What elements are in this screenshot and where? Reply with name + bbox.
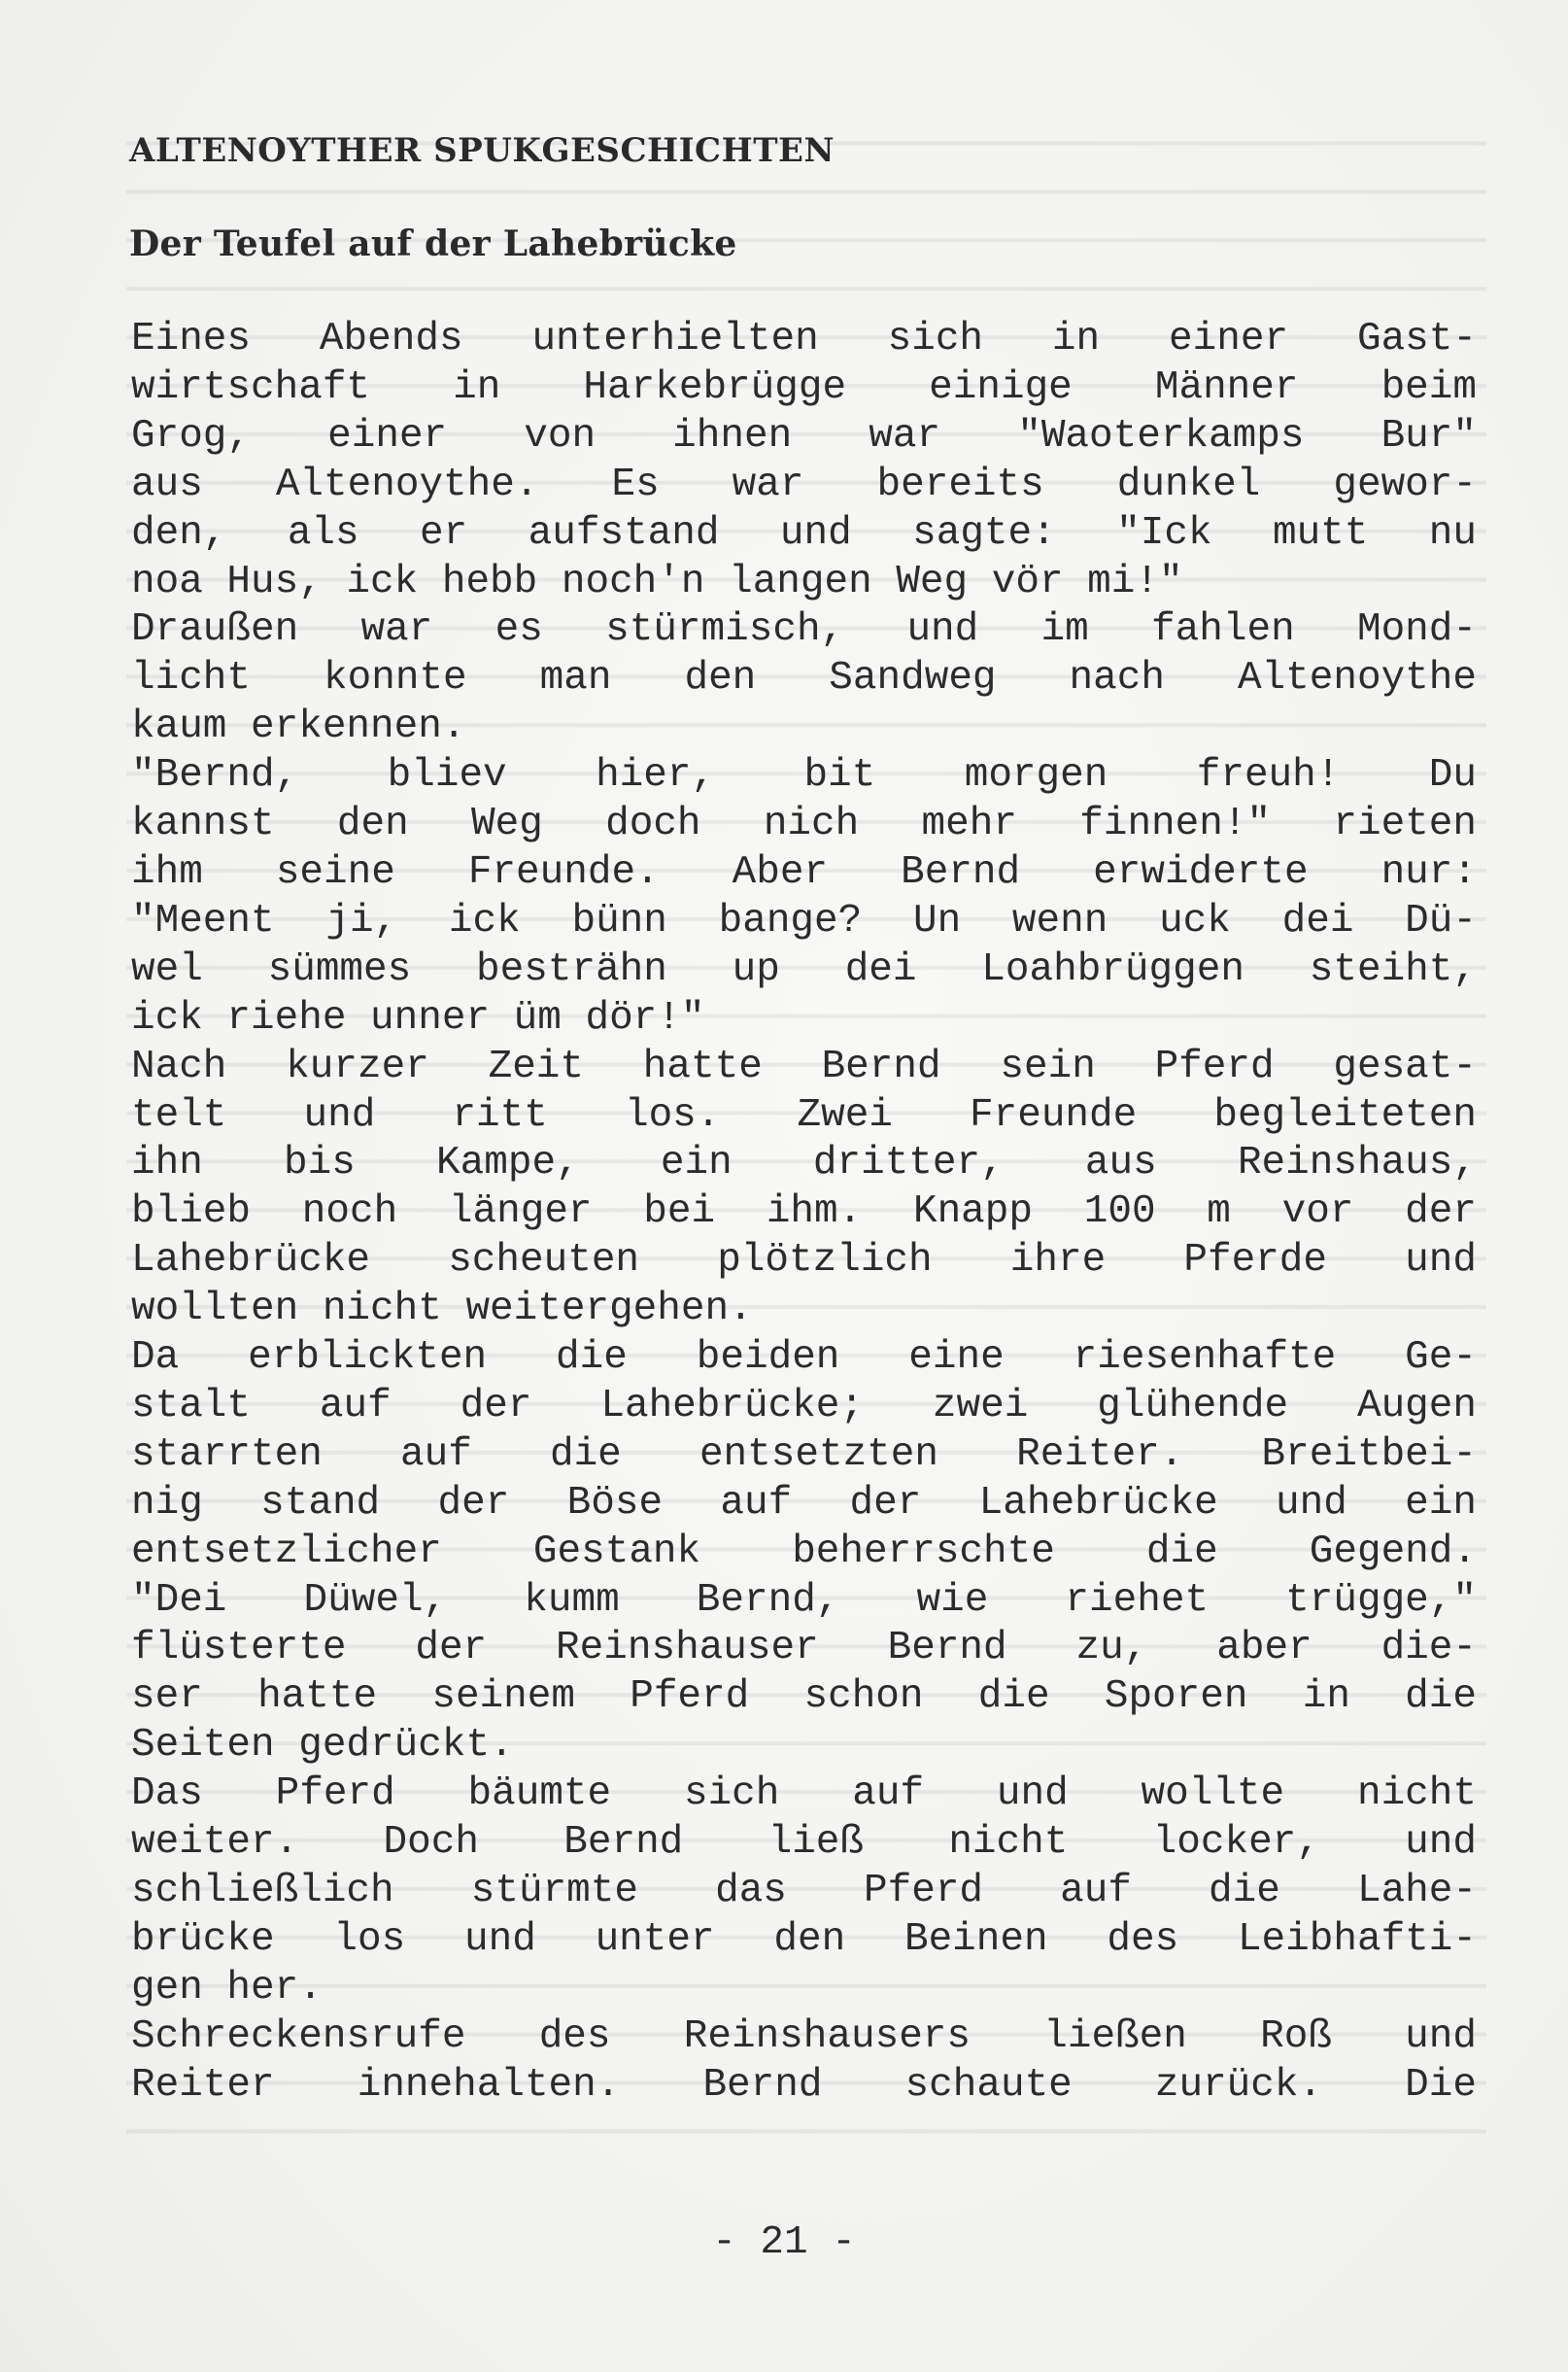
text-line: Eines Abends unterhielten sich in einer Gast-: [131, 317, 1477, 361]
text-line: ihn bis Kampe, ein dritter, aus Reinshaus,: [131, 1141, 1477, 1186]
text-line: Schreckensrufe des Reinshausers ließen Roß und: [131, 2013, 1477, 2059]
text-line: Da erblickten die beiden eine riesenhafte Ge-: [131, 1335, 1477, 1381]
text-line: schließlich stürmte das Pferd auf die Lahe-: [131, 1869, 1477, 1913]
text-line: Das Pferd bäumte sich auf und wollte nicht: [131, 1771, 1477, 1817]
text-line: ick riehe unner üm dör!": [131, 995, 705, 1041]
text-line: ihm seine Freunde. Aber Bernd erwiderte nur:: [131, 849, 1477, 895]
text-line: weiter. Doch Bernd ließ nicht locker, und: [131, 1820, 1477, 1866]
text-line: starrten auf die entsetzten Reiter. Breitbei-: [131, 1431, 1477, 1477]
text-line: stalt auf der Lahebrücke; zwei glühende Augen: [131, 1383, 1477, 1428]
text-line: gen her.: [131, 1965, 323, 2011]
text-line: Lahebrücke scheuten plötzlich ihre Pferde und: [131, 1238, 1477, 1284]
page-number: - 21 -: [712, 2220, 856, 2265]
text-line: "Bernd, bliev hier, bit morgen freuh! Du: [131, 753, 1477, 799]
page-title: ALTENOYTHER SPUKGESCHICHTEN: [129, 131, 835, 170]
text-line: telt und ritt los. Zwei Freunde begleiteten: [131, 1092, 1477, 1138]
text-line: kaum erkennen.: [131, 705, 466, 750]
text-line: wirtschaft in Harkebrügge einige Männer beim: [131, 364, 1477, 410]
text-line: licht konnte man den Sandweg nach Altenoythe: [131, 656, 1477, 702]
story-body: [131, 316, 1477, 2111]
text-line: Nach kurzer Zeit hatte Bernd sein Pferd gesat-: [131, 1044, 1477, 1089]
text-line: wel sümmes besträhn up dei Loahbrüggen steiht,: [131, 946, 1477, 992]
text-line: Grog, einer von ihnen war "Waoterkamps Bur": [131, 413, 1477, 459]
text-line: Seiten gedrückt.: [131, 1723, 514, 1769]
text-line: ser hatte seinem Pferd schon die Sporen in die: [131, 1674, 1477, 1720]
text-line: flüsterte der Reinshauser Bernd zu, aber die-: [131, 1626, 1477, 1671]
text-line: Reiter innehalten. Bernd schaute zurück. Die: [131, 2062, 1477, 2108]
text-line: wollten nicht weitergehen.: [131, 1287, 753, 1332]
text-line: nig stand der Böse auf der Lahebrücke und ein: [131, 1480, 1477, 1526]
text-line: "Meent ji, ick bünn bange? Un wenn uck dei Dü-: [131, 898, 1477, 944]
text-line: den, als er aufstand und sagte: "Ick mutt nu: [131, 510, 1477, 556]
text-line: blieb noch länger bei ihm. Knapp 100 m vor der: [131, 1189, 1477, 1235]
story-title: Der Teufel auf der Lahebrücke: [129, 223, 737, 264]
text-line: Draußen war es stürmisch, und im fahlen Mond-: [131, 607, 1477, 653]
text-line: kannst den Weg doch nich mehr finnen!" rieten: [131, 802, 1477, 847]
text-line: entsetzlicher Gestank beherrschte die Gegend.: [131, 1529, 1477, 1574]
text-line: "Dei Düwel, kumm Bernd, wie riehet trügge,": [131, 1577, 1477, 1623]
text-line: aus Altenoythe. Es war bereits dunkel gewor-: [131, 462, 1477, 507]
text-line: brücke los und unter den Beinen des Leibhafti-: [131, 1916, 1477, 1962]
text-line: noa Hus, ick hebb noch'n langen Weg vör mi!": [131, 559, 1183, 604]
